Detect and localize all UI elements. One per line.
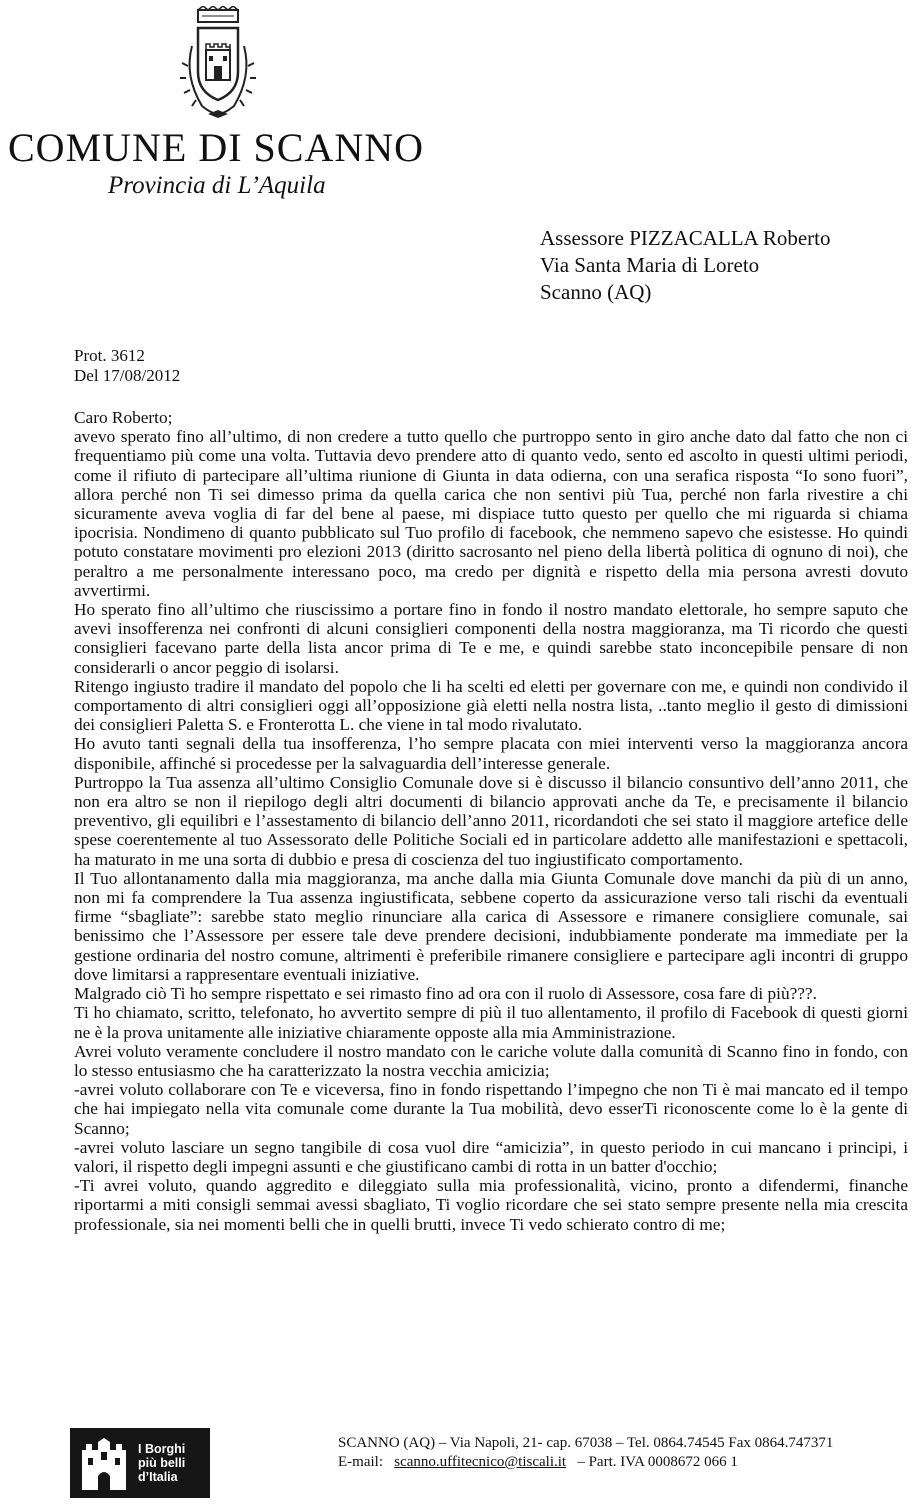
letter-paragraph: avevo sperato fino all’ultimo, di non credere a tutto quello che purtroppo sento in giro anche dato dal fatto che non ci frequentiamo più come una volta. Tuttavia devo prendere atto di quanto vedo, sento ed ascolto in questi ultimi periodi, come il rifiuto di partecipare all’ultima riunione di Giunta in data odierna, con una serafica risposta “Io sono fuori”, allora perché non Ti sei dimesso prima da quella carica che non sentivi più Tua, perché non farla rivestire a chi sicuramente aveva voglia di far del bene al paese, mi dispiace tutto questo per quello che mi riguarda si chiama ipocrisia. Nondimeno di quanto pubblicato sul Tuo profilo di facebook, che nemmeno sapevo che esistesse. Ho quindi potuto constatare movimenti pro elezioni 2013 (diritto sacrosanto nel pieno della libertà politica di ognuno di noi), che peraltro a me personalmente interessano poco, ma credo per dignità e rispetto della mia persona avresti dovuto avvertirmi. <box>74 427 908 600</box>
vat-number: – Part. IVA 0008672 066 1 <box>577 1454 738 1470</box>
recipient-city: Scanno (AQ) <box>540 280 652 304</box>
protocol-date: Del 17/08/2012 <box>74 366 181 385</box>
letter-paragraph: Avrei voluto veramente concludere il nostro mandato con le cariche volute dalla comunità di Scanno fino in fondo, con lo stesso entusiasmo che ha caratterizzato la nostra vecchia amicizia; <box>74 1041 908 1080</box>
email-link[interactable]: scanno.uffitecnico@tiscali.it <box>394 1454 567 1470</box>
letter-paragraph: -Ti avrei voluto, quando aggredito e dileggiato sulla mia professionalità, vicino, pronto a difendermi, finanche riportarmi a miti consigli semmai avessi sbagliato, Ti voglio ricordare che sei stato sempre presente nella mia crescita professionale, sia nei momenti belli che in quelli brutti, invece Ti vedo schierato contro di me; <box>74 1176 908 1234</box>
letter-paragraph: Ho sperato fino all’ultimo che riuscissimo a portare fino in fondo il nostro mandato elettorale, ho sempre saputo che avevi insofferenza nei confronti di alcuni consiglieri componenti della nostra maggioranza, ma Ti ricordo che questi consiglieri facevano parte della lista ancor prima di Te e me, e quindi sarebbe stato inconcepibile pensare di non considerarli o ancor peggio di isolarsi. <box>74 600 908 677</box>
tower-icon <box>78 1436 130 1490</box>
province-name: Provincia di L’Aquila <box>108 172 326 199</box>
logo-text-line: d’Italia <box>138 1470 178 1484</box>
footer-email-line <box>338 1453 833 1472</box>
letter-paragraph: Purtroppo la Tua assenza all’ultimo Consiglio Comunale dove si è discusso il bilancio consuntivo dell’anno 2011, che non era altro se non il riepilogo degli altri documenti di bilancio approvati anche da Te, e precisamente il bilancio preventivo, gli equilibri e l’assestamento di bilancio dell’anno 2011, ricordandoti che sei stato il maggiore artefice delle spese coerentemente al tuo Assessorato delle Politiche Sociali ed in particolare addetto alle manifestazioni e spettacoli, ha maturato in me una sorta di dubbio e presa di coscienza del tuo ingiustificato comportamento. <box>74 772 908 869</box>
footer-address: SCANNO (AQ) – Via Napoli, 21- cap. 67038 – Tel. 0864.74545 Fax 0864.747371 <box>338 1435 834 1451</box>
letter-paragraph: Il Tuo allontanamento dalla mia maggioranza, ma anche dalla mia Giunta Comunale dove manchi da più di un anno, non mi fa comprendere la Tua assenza ingiustificata, sebbene coperto da assicurazione verso tali rischi da eventuali firme “sbagliate”: sarebbe stato meglio rinunciare alla carica di Assessore e rimanere consigliere comunale, sai benissimo che l’Assessore per essere tale deve prendere decisioni, indubbiamente ponderate ma immediate per la gestione ordinaria del nostro comune, altrimenti è preferibile rimanere consigliere e partecipare agli incontri di gruppo dove limitarsi a rappresentare eventuali iniziative. <box>74 868 908 984</box>
logo-text-line: più belli <box>138 1456 186 1470</box>
letter-greeting: Caro Roberto; <box>74 408 173 427</box>
protocol-number: Prot. 3612 <box>74 346 145 365</box>
letter-paragraph: Malgrado ciò Ti ho sempre rispettato e sei rimasto fino ad ora con il ruolo di Assessore, cosa fare di più???. <box>74 984 817 1004</box>
logo-text-line: I Borghi <box>138 1442 186 1456</box>
letter-body <box>74 408 908 1234</box>
recipient-street: Via Santa Maria di Loreto <box>540 253 760 277</box>
municipal-crest <box>168 6 268 124</box>
email-label: E-mail: <box>338 1454 383 1470</box>
borghi-logo <box>70 1428 210 1498</box>
letter-paragraph: -avrei voluto collaborare con Te e viceversa, fino in fondo rispettando l’impegno che non Ti è mai mancato ed il tempo che hai impiegato nella vita comunale come durante la Tua mobilità, devo esserTi riconoscente come lo è la gente di Scanno; <box>74 1080 908 1138</box>
recipient-address <box>540 225 830 306</box>
letter-paragraph: Ti ho chiamato, scritto, telefonato, ho avvertito sempre di più il tuo allentamento, il profilo di Facebook di questi giorni ne è la prova unitamente alle iniziative chiaramente opposte alla mia Amministrazione. <box>74 1003 908 1042</box>
coat-of-arms-icon <box>168 6 268 124</box>
letter-paragraph: -avrei voluto lasciare un segno tangibile di cosa vuol dire “amicizia”, in questo periodo in cui mancano i principi, i valori, il rispetto degli impegni assunti e che giustificano cambi di rotta in un batter d'occhio; <box>74 1137 908 1176</box>
letter-paragraph: Ho avuto tanti segnali della tua insofferenza, l’ho sempre placata con miei interventi verso la maggioranza ancora disponibile, affinché si procedesse per la salvaguardia dell’interesse generale. <box>74 734 908 773</box>
recipient-name: Assessore PIZZACALLA Roberto <box>540 226 831 250</box>
municipality-name: COMUNE DI SCANNO <box>8 125 425 170</box>
protocol-block <box>74 346 180 386</box>
footer-contacts <box>338 1434 833 1472</box>
letter-paragraph: Ritengo ingiusto tradire il mandato del popolo che li ha scelti ed eletti per governare con me, e quindi non condivido il comportamento di altri consiglieri oggi all’opposizione già eletti nella nostra lista, ..tanto meglio il gesto di dimissioni dei consiglieri Paletta S. e Fronterotta L. che viene in tal modo rivalutato. <box>74 676 908 735</box>
